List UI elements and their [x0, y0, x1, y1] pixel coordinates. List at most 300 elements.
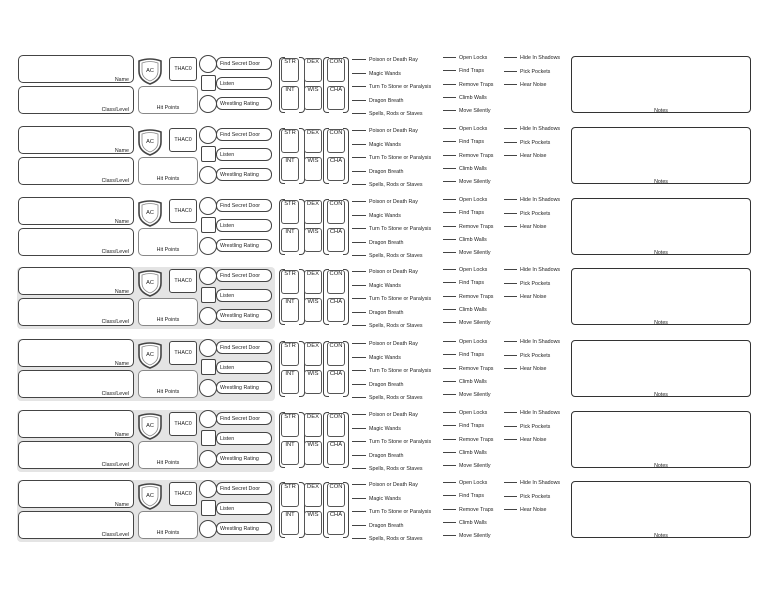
thief-skill-row[interactable]: [504, 224, 547, 230]
name-label: Name: [114, 432, 129, 438]
save-blank[interactable]: [352, 525, 366, 526]
wrestling-rating-circle[interactable]: [199, 95, 217, 113]
notes-label: Notes: [654, 108, 668, 114]
str-label: STR: [284, 271, 296, 277]
thief-skill-row[interactable]: [443, 108, 491, 114]
thief-skill-blank[interactable]: [443, 110, 456, 111]
thief-skill-row[interactable]: [504, 82, 547, 88]
find-secret-door-label: Find Secret Door: [220, 486, 261, 492]
thief-skill-row[interactable]: [504, 126, 560, 132]
thief-skill-blank[interactable]: [443, 128, 456, 129]
wrestling-rating-circle[interactable]: [199, 166, 217, 184]
find-secret-door-circle[interactable]: [199, 55, 217, 73]
int-label: INT: [285, 229, 295, 235]
thief-skill-blank[interactable]: [443, 509, 456, 510]
save-row[interactable]: [352, 368, 452, 374]
thief-skill-blank[interactable]: [443, 226, 456, 227]
thief-skill-blank[interactable]: [443, 394, 456, 395]
thaco-label: THAC0: [174, 278, 192, 284]
thief-skill-blank[interactable]: [504, 142, 517, 143]
thief-skill-row[interactable]: [443, 280, 484, 286]
save-blank[interactable]: [352, 130, 366, 131]
thief-skill-row[interactable]: [504, 69, 550, 75]
wrestling-rating-circle[interactable]: [199, 307, 217, 325]
thief-skill-row[interactable]: [443, 153, 493, 159]
con-label: CON: [329, 414, 343, 420]
save-row[interactable]: [352, 323, 452, 329]
class-level-label: Class/Level: [101, 391, 129, 397]
thief-skill-row[interactable]: [504, 410, 560, 416]
save-row[interactable]: [352, 426, 452, 432]
ac-label: AC: [146, 352, 154, 358]
thief-skill-blank[interactable]: [504, 368, 517, 369]
save-row[interactable]: [352, 509, 452, 515]
class-level-label: Class/Level: [101, 249, 129, 255]
thief-skill-label: Hear Noise: [520, 82, 547, 88]
thief-skill-row[interactable]: [443, 339, 487, 345]
thief-skill-row[interactable]: [443, 55, 487, 61]
save-row[interactable]: [352, 71, 452, 77]
thief-skill-label: Climb Walls: [459, 519, 487, 526]
character-card-4: [17, 267, 753, 329]
save-row[interactable]: [352, 57, 452, 63]
save-row[interactable]: [352, 155, 452, 161]
thief-skill-blank[interactable]: [443, 269, 456, 270]
thief-skill-row[interactable]: [443, 480, 487, 486]
class-level-label: Class/Level: [101, 107, 129, 113]
save-blank[interactable]: [352, 511, 366, 512]
save-blank[interactable]: [352, 228, 366, 229]
save-blank[interactable]: [352, 298, 366, 299]
thief-skill-row[interactable]: [504, 480, 560, 486]
thief-skill-blank[interactable]: [443, 155, 456, 156]
save-label: Turn To Stone or Paralysis: [369, 368, 432, 374]
listen-checkbox[interactable]: [201, 75, 216, 91]
thief-skill-row[interactable]: [443, 126, 487, 132]
thief-skill-row[interactable]: [504, 267, 560, 273]
int-label: INT: [285, 512, 295, 518]
thief-skill-label: Find Traps: [459, 280, 485, 287]
thief-skill-row[interactable]: [443, 423, 484, 429]
thief-skill-blank[interactable]: [504, 296, 517, 297]
save-blank[interactable]: [352, 144, 366, 145]
save-row[interactable]: [352, 283, 452, 289]
thief-skill-row[interactable]: [504, 339, 560, 345]
thief-skill-label: Move Silently: [459, 533, 491, 540]
thief-skill-label: Climb Walls: [459, 449, 487, 456]
save-blank[interactable]: [352, 538, 366, 539]
thief-skill-label: Move Silently: [459, 179, 491, 186]
thief-skill-row[interactable]: [443, 410, 487, 416]
wrestling-rating-circle[interactable]: [199, 379, 217, 397]
dex-label: DEX: [307, 59, 319, 65]
thief-skill-label: Hear Noise: [520, 366, 547, 372]
thief-skill-row[interactable]: [443, 68, 484, 74]
save-row[interactable]: [352, 182, 452, 188]
save-row[interactable]: [352, 310, 452, 316]
identity-panel: [17, 410, 275, 472]
thief-skill-label: Pick Pockets: [520, 423, 551, 430]
thief-skill-label: Open Locks: [459, 410, 488, 416]
thief-skill-label: Hide In Shadows: [520, 480, 561, 486]
thief-skill-label: Remove Traps: [459, 152, 494, 159]
int-label: INT: [285, 299, 295, 305]
save-row[interactable]: [352, 142, 452, 148]
save-blank[interactable]: [352, 59, 366, 60]
thief-skill-row[interactable]: [504, 281, 550, 287]
save-row[interactable]: [352, 355, 452, 361]
save-row[interactable]: [352, 169, 452, 175]
save-blank[interactable]: [352, 343, 366, 344]
thief-skill-label: Find Traps: [459, 139, 485, 146]
save-blank[interactable]: [352, 113, 366, 114]
thief-skill-label: Pick Pockets: [520, 68, 551, 75]
save-blank[interactable]: [352, 498, 366, 499]
save-blank[interactable]: [352, 414, 366, 415]
save-row[interactable]: [352, 466, 452, 472]
thief-skill-blank[interactable]: [443, 495, 456, 496]
thief-skill-blank[interactable]: [443, 84, 456, 85]
wrestling-rating-label: Wrestling Rating: [220, 456, 259, 462]
thief-skill-label: Remove Traps: [459, 365, 494, 372]
listen-label: Listen: [220, 293, 235, 299]
character-card-1: [17, 55, 753, 117]
thief-skill-blank[interactable]: [443, 239, 456, 240]
save-blank[interactable]: [352, 484, 366, 485]
thief-skill-label: Remove Traps: [459, 506, 494, 513]
thief-skill-label: Climb Walls: [459, 94, 487, 101]
thief-skill-blank[interactable]: [443, 57, 456, 58]
find-secret-door-circle[interactable]: [199, 267, 217, 285]
thief-skill-row[interactable]: [443, 352, 484, 358]
thief-skill-blank[interactable]: [443, 252, 456, 253]
save-blank[interactable]: [352, 201, 366, 202]
save-blank[interactable]: [352, 171, 366, 172]
thief-skill-blank[interactable]: [504, 355, 517, 356]
thief-skill-row[interactable]: [443, 210, 484, 216]
thief-skill-blank[interactable]: [443, 522, 456, 523]
notes-field[interactable]: [571, 268, 751, 325]
thief-skill-row[interactable]: [443, 224, 493, 230]
save-label: Dragon Breath: [369, 97, 404, 104]
thief-skill-blank[interactable]: [443, 282, 456, 283]
thief-skill-label: Remove Traps: [459, 81, 494, 88]
thief-skill-row[interactable]: [443, 450, 487, 456]
save-row[interactable]: [352, 536, 452, 542]
cha-label: CHA: [329, 442, 343, 448]
find-secret-door-circle[interactable]: [199, 339, 217, 357]
save-row[interactable]: [352, 496, 452, 502]
wrestling-rating-circle[interactable]: [199, 450, 217, 468]
thief-skill-blank[interactable]: [443, 465, 456, 466]
find-secret-door-circle[interactable]: [199, 126, 217, 144]
thief-skill-row[interactable]: [504, 197, 560, 203]
thief-skill-blank[interactable]: [443, 199, 456, 200]
thief-skill-label: Hear Noise: [520, 153, 547, 159]
save-blank[interactable]: [352, 455, 366, 456]
thief-skill-blank[interactable]: [443, 439, 456, 440]
thief-skill-blank[interactable]: [504, 226, 517, 227]
thief-skill-blank[interactable]: [443, 296, 456, 297]
save-blank[interactable]: [352, 357, 366, 358]
thief-skill-blank[interactable]: [443, 482, 456, 483]
listen-checkbox[interactable]: [201, 146, 216, 162]
class-level-label: Class/Level: [101, 532, 129, 538]
str-label: STR: [284, 201, 296, 207]
save-blank[interactable]: [352, 285, 366, 286]
notes-label: Notes: [654, 250, 668, 256]
wis-label: WIS: [307, 299, 319, 305]
find-secret-door-circle[interactable]: [199, 480, 217, 498]
ac-label: AC: [146, 210, 154, 216]
notes-field[interactable]: [571, 56, 751, 113]
save-blank[interactable]: [352, 441, 366, 442]
listen-checkbox[interactable]: [201, 287, 216, 303]
save-label: Spells, Rods or Staves: [369, 253, 423, 259]
wrestling-rating-circle[interactable]: [199, 520, 217, 538]
save-row[interactable]: [352, 213, 452, 219]
thief-skill-blank[interactable]: [443, 322, 456, 323]
thief-skill-label: Hide In Shadows: [520, 197, 561, 203]
thief-skill-row[interactable]: [504, 211, 550, 217]
class-level-label: Class/Level: [101, 462, 129, 468]
thief-skill-row[interactable]: [443, 379, 487, 385]
thief-skill-row[interactable]: [443, 250, 491, 256]
save-row[interactable]: [352, 128, 452, 134]
save-blank[interactable]: [352, 397, 366, 398]
wis-label: WIS: [307, 442, 319, 448]
notes-field[interactable]: [571, 411, 751, 468]
thaco-label: THAC0: [174, 350, 192, 356]
save-blank[interactable]: [352, 384, 366, 385]
save-label: Magic Wands: [369, 70, 401, 77]
thief-skill-row[interactable]: [504, 353, 550, 359]
thief-skill-blank[interactable]: [443, 212, 456, 213]
thief-skill-blank[interactable]: [504, 128, 517, 129]
save-label: Spells, Rods or Staves: [369, 323, 423, 329]
thief-skill-blank[interactable]: [504, 57, 517, 58]
thief-skill-row[interactable]: [504, 55, 560, 61]
thief-skill-label: Climb Walls: [459, 236, 487, 243]
thief-skill-row[interactable]: [504, 140, 550, 146]
save-row[interactable]: [352, 84, 452, 90]
ac-label: AC: [146, 280, 154, 286]
save-label: Spells, Rods or Staves: [369, 182, 423, 188]
save-row[interactable]: [352, 111, 452, 117]
find-secret-door-circle[interactable]: [199, 197, 217, 215]
thief-skill-label: Hide In Shadows: [520, 126, 561, 132]
save-label: Poison or Death Ray: [369, 199, 418, 205]
save-blank[interactable]: [352, 242, 366, 243]
save-blank[interactable]: [352, 184, 366, 185]
notes-field[interactable]: [571, 481, 751, 538]
save-row[interactable]: [352, 341, 452, 347]
hit-points-label: Hit Points: [156, 247, 180, 253]
thief-skill-blank[interactable]: [443, 368, 456, 369]
thief-skill-row[interactable]: [443, 82, 493, 88]
save-row[interactable]: [352, 98, 452, 104]
thief-skill-blank[interactable]: [504, 213, 517, 214]
thief-skill-row[interactable]: [443, 307, 487, 313]
save-row[interactable]: [352, 453, 452, 459]
thief-skill-blank[interactable]: [443, 141, 456, 142]
thief-skill-label: Find Traps: [459, 423, 485, 430]
dex-label: DEX: [307, 201, 319, 207]
thief-skill-label: Move Silently: [459, 463, 491, 470]
thief-skill-blank[interactable]: [504, 412, 517, 413]
save-row[interactable]: [352, 296, 452, 302]
thief-skill-row[interactable]: [443, 507, 493, 513]
save-blank[interactable]: [352, 86, 366, 87]
thief-skill-row[interactable]: [504, 494, 550, 500]
thief-skill-row[interactable]: [443, 320, 491, 326]
thief-skill-label: Hide In Shadows: [520, 339, 561, 345]
thief-skill-blank[interactable]: [443, 309, 456, 310]
name-label: Name: [114, 77, 129, 83]
thief-skill-row[interactable]: [443, 294, 493, 300]
thief-skill-label: Hear Noise: [520, 437, 547, 443]
save-label: Magic Wands: [369, 141, 401, 148]
thief-skill-row[interactable]: [504, 437, 547, 443]
thief-skill-blank[interactable]: [504, 283, 517, 284]
save-row[interactable]: [352, 395, 452, 401]
find-secret-door-circle[interactable]: [199, 410, 217, 428]
wis-label: WIS: [307, 512, 319, 518]
thief-skill-row[interactable]: [443, 366, 493, 372]
thief-skill-row[interactable]: [504, 424, 550, 430]
notes-field[interactable]: [571, 340, 751, 397]
notes-field[interactable]: [571, 198, 751, 255]
save-row[interactable]: [352, 439, 452, 445]
hit-points-label: Hit Points: [156, 317, 180, 323]
thaco-label: THAC0: [174, 421, 192, 427]
thief-skill-blank[interactable]: [504, 269, 517, 270]
save-blank[interactable]: [352, 370, 366, 371]
notes-field[interactable]: [571, 127, 751, 184]
thief-skill-label: Hide In Shadows: [520, 55, 561, 61]
thief-skill-row[interactable]: [504, 294, 547, 300]
save-row[interactable]: [352, 382, 452, 388]
save-label: Poison or Death Ray: [369, 57, 418, 63]
save-label: Turn To Stone or Paralysis: [369, 226, 432, 232]
save-row[interactable]: [352, 269, 452, 275]
save-blank[interactable]: [352, 100, 366, 101]
con-label: CON: [329, 59, 343, 65]
dex-label: DEX: [307, 271, 319, 277]
thief-skill-row[interactable]: [443, 392, 491, 398]
thief-skill-row[interactable]: [443, 139, 484, 145]
thief-skill-blank[interactable]: [504, 482, 517, 483]
thief-skill-row[interactable]: [443, 437, 493, 443]
find-secret-door-label: Find Secret Door: [220, 273, 261, 279]
thief-skill-blank[interactable]: [504, 496, 517, 497]
listen-checkbox[interactable]: [201, 430, 216, 446]
character-card-5: [17, 339, 753, 401]
thief-skill-blank[interactable]: [504, 155, 517, 156]
thief-skill-row[interactable]: [443, 520, 487, 526]
listen-label: Listen: [220, 81, 235, 87]
thief-skill-row[interactable]: [504, 366, 547, 372]
save-label: Dragon Breath: [369, 381, 404, 388]
save-blank[interactable]: [352, 73, 366, 74]
con-label: CON: [329, 201, 343, 207]
listen-checkbox[interactable]: [201, 359, 216, 375]
thief-skill-blank[interactable]: [504, 509, 517, 510]
thief-skill-blank[interactable]: [443, 535, 456, 536]
save-row[interactable]: [352, 412, 452, 418]
thief-skill-row[interactable]: [504, 153, 547, 159]
save-label: Magic Wands: [369, 495, 401, 502]
wrestling-rating-circle[interactable]: [199, 237, 217, 255]
str-label: STR: [284, 130, 296, 136]
save-label: Poison or Death Ray: [369, 482, 418, 488]
thief-skill-label: Climb Walls: [459, 165, 487, 172]
save-label: Poison or Death Ray: [369, 341, 418, 347]
thief-skill-row[interactable]: [443, 237, 487, 243]
thief-skill-row[interactable]: [443, 179, 491, 185]
thief-skill-blank[interactable]: [443, 341, 456, 342]
thief-skill-row[interactable]: [443, 463, 491, 469]
thief-skill-blank[interactable]: [504, 199, 517, 200]
thief-skill-row[interactable]: [443, 267, 487, 273]
thief-skill-row[interactable]: [504, 507, 547, 513]
save-row[interactable]: [352, 199, 452, 205]
listen-checkbox[interactable]: [201, 500, 216, 516]
ac-label: AC: [146, 423, 154, 429]
save-blank[interactable]: [352, 255, 366, 256]
thief-skill-row[interactable]: [443, 197, 487, 203]
save-row[interactable]: [352, 226, 452, 232]
thief-skill-blank[interactable]: [443, 381, 456, 382]
listen-checkbox[interactable]: [201, 217, 216, 233]
save-row[interactable]: [352, 523, 452, 529]
save-blank[interactable]: [352, 428, 366, 429]
thief-skill-blank[interactable]: [504, 84, 517, 85]
save-blank[interactable]: [352, 215, 366, 216]
save-row[interactable]: [352, 482, 452, 488]
save-label: Dragon Breath: [369, 239, 404, 246]
thief-skill-row[interactable]: [443, 493, 484, 499]
thief-skill-blank[interactable]: [443, 354, 456, 355]
thief-skill-row[interactable]: [443, 95, 487, 101]
thief-skill-label: Open Locks: [459, 339, 488, 345]
save-blank[interactable]: [352, 271, 366, 272]
thief-skill-blank[interactable]: [443, 168, 456, 169]
thief-skill-blank[interactable]: [443, 452, 456, 453]
thief-skill-blank[interactable]: [504, 439, 517, 440]
thief-skill-blank[interactable]: [443, 181, 456, 182]
listen-label: Listen: [220, 223, 235, 229]
thief-skill-blank[interactable]: [443, 97, 456, 98]
thief-skill-row[interactable]: [443, 533, 491, 539]
thief-skill-blank[interactable]: [443, 70, 456, 71]
save-blank[interactable]: [352, 157, 366, 158]
save-row[interactable]: [352, 253, 452, 259]
thief-skill-blank[interactable]: [504, 71, 517, 72]
thaco-label: THAC0: [174, 137, 192, 143]
thief-skill-blank[interactable]: [504, 341, 517, 342]
thief-skill-row[interactable]: [443, 166, 487, 172]
save-row[interactable]: [352, 240, 452, 246]
save-blank[interactable]: [352, 312, 366, 313]
thief-skill-blank[interactable]: [443, 412, 456, 413]
save-blank[interactable]: [352, 468, 366, 469]
thief-skill-blank[interactable]: [504, 426, 517, 427]
notes-label: Notes: [654, 179, 668, 185]
thief-skill-blank[interactable]: [443, 425, 456, 426]
save-label: Turn To Stone or Paralysis: [369, 296, 432, 302]
save-blank[interactable]: [352, 325, 366, 326]
